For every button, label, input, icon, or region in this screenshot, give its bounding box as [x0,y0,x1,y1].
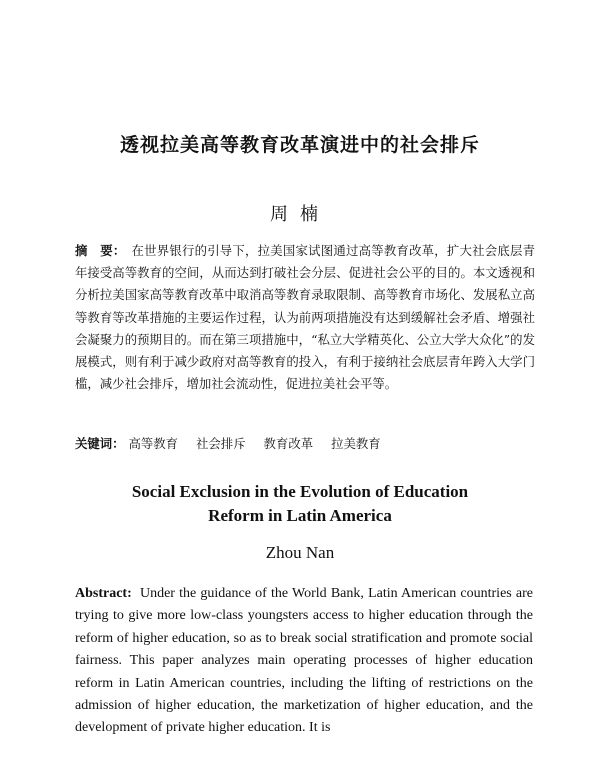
chinese-author: 周楠 [270,204,330,225]
english-title-line: Reform in Latin America [208,506,392,525]
english-author: Zhou Nan [265,543,335,562]
keyword: 高等教育 [128,436,179,451]
english-abstract-label: Abstract: [75,586,132,601]
chinese-keywords-label: 关键词： [75,436,125,451]
chinese-abstract-label: 摘 要： [75,243,126,258]
keyword: 教育改革 [263,436,314,451]
chinese-abstract-text: 在世界银行的引导下，拉美国家试图通过高等教育改革，扩大社会底层青年接受高等教育的空间，从而达到打破社会分层、促进社会公平的目的。本文透视和分析拉美国家高等教育改革中取消高等教育录取限制、高等教育市场化、发展私立高等教育等改革措施的主要运作过程，认为前两项措施没有达到缓解社会矛盾、增强社会凝聚力的预期目的。而在第三项措施中，“私立大学精英化、公立大学大众化”的发展模式，则有利于减少政府对高等教育的投入，有利于接纳社会底层青年跨入大学门槛，减少社会排斥，增加社会流动性，促进拉美社会平等。 [75,243,536,392]
keyword: 社会排斥 [196,436,246,451]
english-abstract-text: Under the guidance of the World Bank, Latin American countries are trying to give more low-class youngsters access to higher education through the reform of higher education, so as to break social stratification and promote social fairness. This paper analyzes main operating processes of higher education reform in Latin American countries, including the lifting of restrictions on the admission of higher education, the marketization of higher education, and the development of private higher education. It is [75,586,534,736]
english-title [0,480,600,528]
chinese-keywords [75,433,535,455]
english-abstract [75,583,533,740]
keyword: 拉美教育 [331,436,381,451]
english-title-line: Social Exclusion in the Evolution of Education [131,482,469,501]
chinese-abstract [75,240,535,395]
chinese-title: 透视拉美高等教育改革演进中的社会排斥 [119,134,480,156]
